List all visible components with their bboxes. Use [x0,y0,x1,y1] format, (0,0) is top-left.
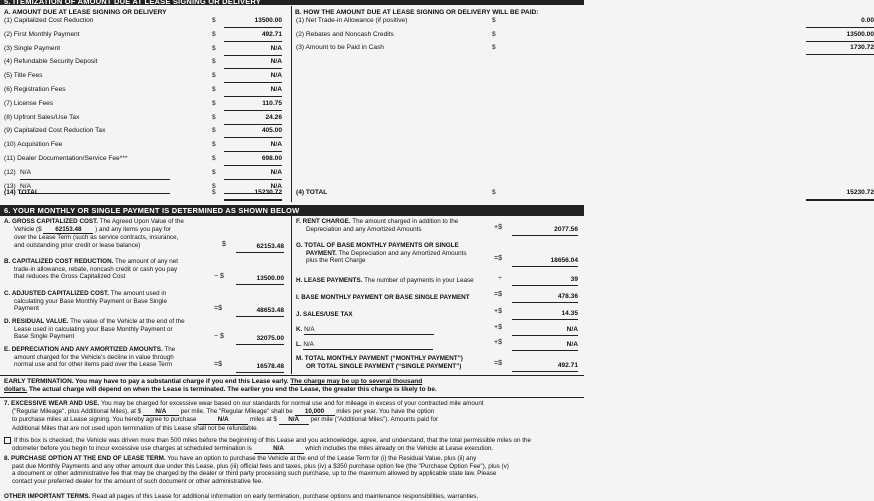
item-k-op: +$ [494,324,502,331]
item-f-op: +$ [494,224,502,231]
purchase-text4: contact your preferred dealer for the amount of such document or other administrative fee. [12,478,263,486]
amount-due-item-label: (6) Registration Fees [4,86,66,93]
amount-due-item-label: (11) Dealer Documentation/Service Fee*** [4,155,128,162]
item-b-text1: The amount of any net [115,258,179,265]
payment-source-item-value: 1730.72 [806,44,874,55]
item-g-total-base-payments [296,242,486,265]
amount-due-item-currency: $ [212,99,216,107]
item-b-value: 13500.00 [236,274,284,285]
item-b-text2: trade-in allowance, rebate, noncash credit or cash you pay [14,265,178,273]
item-h-title: H. LEASE PAYMENTS. [296,277,363,284]
payment-source-item-label: (1) Net Trade-in Allowance (if positive) [296,17,408,24]
section-b-total-currency: $ [492,189,496,196]
item-b-cap-cost-reduction [4,258,209,281]
section-5-header: 5. ITEMIZATION OF AMOUNT DUE AT LEASE SIGNING OR DELIVERY [0,0,584,5]
amount-due-item-value: 698.00 [224,155,282,166]
amount-due-item-label: (9) Capitalized Cost Reduction Tax [4,127,106,135]
early-termination-notice [4,378,582,393]
item-l-op: +$ [494,339,502,346]
section-a-total-row [4,189,282,200]
item-i-op: =$ [494,291,502,298]
payment-source-item-label: (2) Rebates and Noncash Credits [296,30,394,38]
item-l-title: L. [296,341,302,348]
item-c-text3: Payment [14,305,39,313]
checkbox-text1: If this box is checked, the Vehicle was driven more than 500 miles before the beginning of this Lease and you acknowledge, agree, and understand, that the total permissible miles on the [14,437,532,445]
item-a-text1: The Agreed Upon Value of the [99,218,184,225]
amount-due-item-value: 24.26 [224,114,282,125]
amount-due-item-row [4,72,282,83]
section-b-total-label: (4) TOTAL [296,189,328,196]
item-b-title: B. CAPITALIZED COST REDUCTION. [4,258,114,265]
early-bottom-rule [0,397,584,398]
amount-due-item-row [4,17,282,28]
payment-source-item-currency: $ [492,44,496,51]
item-i-value: 478.36 [512,292,578,303]
item-k-value: N/A [512,325,578,336]
item-g-value: 18656.04 [512,256,578,267]
item-d-op: − $ [214,333,224,340]
payment-source-item-value: 0.00 [806,17,874,28]
item-e-text3: normal use and for other items paid over the Lease Term [14,361,173,369]
item-f-rent-charge [296,218,481,233]
item-m-title2: OR TOTAL SINGLE PAYMENT (“SINGLE PAYMENT”) [306,362,462,370]
section-6-header: 6. YOUR MONTHLY OR SINGLE PAYMENT IS DETERMINED AS SHOWN BELOW [0,205,584,216]
amount-due-item-label: (10) Acquisition Fee [4,141,63,149]
amount-due-item-row [4,127,282,138]
item-l-value: N/A [512,340,578,351]
amount-due-item-label: (5) Title Fees [4,72,43,80]
section-a-total-value: 15230.72 [224,189,282,201]
payment-source-item-value: 13500.00 [806,31,874,42]
item-e-value: 16578.48 [236,362,284,373]
item-a-text2: ) and any items you pay for [95,225,172,233]
amount-due-item-currency: $ [212,44,216,52]
item-h-lease-payments [296,277,486,285]
item-l-sub: N/A [303,341,433,350]
amount-due-item-label: (13) [4,182,16,190]
item-g-text1: The Depreciation and any Amortized Amounts [338,249,467,257]
purchase-text1: You have an option to purchase the Vehicle at the end of the Lease Term for (i) the Residual Value, plus (ii) any [167,455,477,462]
item-i-title: I. BASE MONTHLY PAYMENT OR BASE SINGLE PAYMENT [296,294,470,301]
prior-miles-checkbox[interactable] [4,437,11,444]
item-k-sub: N/A [304,326,434,335]
item-c-adj-cap-cost [4,290,209,313]
amount-due-item-currency: $ [212,168,216,176]
item-k-title: K. [296,326,303,333]
item-d-title: D. RESIDUAL VALUE. [4,318,69,325]
item-f-text1: The amount charged in addition to the [352,218,459,225]
item-g-title2: PAYMENT. [306,249,337,257]
checkbox-text2a: odometer before you begin to incur excessive use charges at scheduled termination is [12,444,252,452]
wear-text3b: miles at $ [249,416,277,424]
early-top-rule [0,375,584,376]
item-a-title: A. GROSS CAPITALIZED COST. [4,218,98,225]
amount-due-item-value: N/A [224,183,282,194]
wear-text2a: ("Regular Mileage", plus Additional Miles), at $ [12,407,142,415]
item-m-value: 492.71 [512,361,578,372]
item-g-op: =$ [494,255,502,262]
checkbox-text2b: which includes the miles already on the Vehicle at Lease execution. [305,444,494,452]
item-c-value: 48653.48 [236,306,284,317]
wear-text3a: to purchase miles at Lease signing. You hereby agree to purchase [12,416,197,424]
amount-due-item-row [4,169,282,180]
item-e-depreciation [4,346,209,369]
wear-additional-rate: N/A [279,416,309,425]
item-j-sales-tax [296,311,486,319]
item-h-text: The number of payments in your Lease [364,277,474,284]
item-j-op: +$ [494,308,502,315]
item-a-vehicle-label: Vehicle ($ [14,225,42,233]
amount-due-item-sub-label: N/A [20,183,170,194]
amount-due-item-row [4,155,282,166]
item-e-title: E. DEPRECIATION AND ANY AMORTIZED AMOUNTS. [4,346,163,353]
item-a-op: $ [222,241,226,248]
item-e-text1: The [164,346,176,353]
item-c-text2: calculating your Base Monthly Payment or Base Single [14,297,167,305]
wear-rate: N/A [143,408,179,417]
item-d-value: 32075.00 [236,334,284,345]
wear-text4: Additional Miles that are not used upon termination of this Lease shall not be refundable. [12,425,259,433]
amount-due-item-currency: $ [212,113,216,121]
amount-due-item-value: 492.71 [224,31,282,42]
amount-due-item-value: 405.00 [224,127,282,138]
early-underline2: dollars. [4,385,28,393]
amount-due-item-row [4,141,282,152]
section-b-total-value: 15230.72 [806,189,874,201]
purchase-text3: a document or other administrative fee that may be charged by the dealer or third party processing such purchase, up to the maximum allowed by applicable state law. Please [12,470,497,478]
item-l [296,341,486,350]
other-terms-section [4,493,582,501]
item-a-text3: over the Lease Term (such as service contracts, insurance, [14,234,179,242]
amount-due-item-value: N/A [224,45,282,56]
other-terms-text: Read all pages of this Lease for additional information on early termination, purchase options and maintenance responsibilities, warranties, [92,493,479,500]
item-e-op: =$ [214,361,222,368]
amount-due-item-currency: $ [212,86,216,93]
prior-miles-checkbox-row [4,437,582,454]
amount-due-item-currency: $ [212,127,216,135]
item-j-value: 14.35 [512,309,578,320]
item-d-text1: The value of the Vehicle at the end of the [70,318,185,325]
item-c-op: =$ [214,305,222,312]
purchase-text2: past due Monthly Payments and any other amount due under this Lease, plus (iii) official fees and taxes, plus (iv) a $350 purchase option fee (the "Purchase Option Fee"), plus (v) [12,462,509,470]
payment-source-item-row [296,17,874,28]
item-a-gross-cap-cost [4,218,209,249]
payment-source-item-label: (3) Amount to be Paid in Cash [296,44,384,51]
wear-text3c: per mile ("Additional Miles"). Amounts paid for [310,416,439,424]
amount-due-item-value: N/A [224,169,282,180]
amount-due-item-currency: $ [212,182,216,190]
amount-due-item-row [4,114,282,125]
section-6-divider [291,216,292,374]
amount-due-item-label: (12) [4,168,16,176]
amount-due-item-value: 13500.00 [224,17,282,28]
other-terms-title: OTHER IMPORTANT TERMS. [4,493,91,500]
item-j-title: J. SALES/USE TAX [296,311,353,318]
amount-due-item-value: N/A [224,141,282,152]
item-d-text3: Base Single Payment [14,333,75,341]
item-b-text3: that reduces the Gross Capitalized Cost [14,273,126,281]
item-m-title1: M. TOTAL MONTHLY PAYMENT (“MONTHLY PAYMENT”) [296,355,463,362]
amount-due-item-label: (3) Single Payment [4,44,61,52]
item-d-text2: Lease used in calculating your Base Monthly Payment or [14,325,173,333]
wear-text2c: miles per year. You have the option [336,407,435,415]
item-b-op: − $ [214,273,224,280]
excessive-wear-section [4,400,582,433]
item-f-value: 2077.56 [512,225,578,236]
item-c-text1: The amount used in [110,290,167,297]
amount-due-item-currency: $ [212,58,216,66]
amount-due-item-row [4,100,282,111]
early-bold2: The actual charge will depend on when the Lease is terminated. The earlier you end the Lease, the greater this charge is likely to be. [28,385,437,393]
payment-source-item-currency: $ [492,30,496,38]
item-m-op: =$ [494,360,502,367]
wear-regular-miles: 10,000 [295,408,335,417]
early-underline1: The charge may be up to several thousand [290,378,423,385]
checkbox-miles-value: N/A [254,445,304,454]
item-g-text2: plus the Rent Charge [306,257,366,265]
amount-due-item-label: (2) First Monthly Payment [4,30,80,38]
section-b-total-row [296,189,874,200]
amount-due-item-value: N/A [224,58,282,69]
amount-due-item-currency: $ [212,17,216,24]
item-e-text2: amount charged for the Vehicle's decline in value through [14,353,174,361]
payment-source-item-row [296,44,874,55]
item-f-text2: Depreciation and any Amortized Amounts [306,225,422,233]
item-h-op: ÷ [498,275,502,282]
purchase-title: PURCHASE OPTION AT THE END OF LEASE TERM. [11,455,166,462]
item-m-total-monthly [296,355,496,370]
amount-due-item-label: (1) Capitalized Cost Reduction [4,17,94,24]
section-b-heading: B. HOW THE AMOUNT DUE AT LEASE SIGNING OR DELIVERY WILL BE PAID: [295,9,539,16]
amount-due-item-label: (8) Upfront Sales/Use Tax [4,113,80,121]
amount-due-item-label: (4) Refundable Security Deposit [4,58,98,66]
wear-num: 7. [4,400,10,407]
item-h-value: 39 [512,275,578,286]
purchase-option-section [4,455,582,486]
item-c-title: C. ADJUSTED CAPITALIZED COST. [4,290,109,297]
item-i-base-monthly [296,294,491,302]
amount-due-item-row [4,45,282,56]
amount-due-item-currency: $ [212,30,216,38]
wear-text1: You may be charged for excessive wear based on our standards for normal use and for mileage in excess of your contracted mile amount [100,400,484,407]
section-a-heading: A. AMOUNT DUE AT LEASE SIGNING OR DELIVERY [4,9,167,16]
item-f-title: F. RENT CHARGE. [296,218,351,225]
item-a-text4: and outstanding prior credit or lease balance) [14,241,141,249]
amount-due-item-currency: $ [212,72,216,80]
amount-due-item-row [4,31,282,42]
early-bold1: EARLY TERMINATION. You may have to pay a substantial charge if you end this Lease early. [4,378,289,385]
amount-due-item-sub-label: N/A [20,169,170,180]
amount-due-item-value: 110.75 [224,100,282,111]
section-a-total-label: (14) TOTAL [4,189,39,196]
wear-additional-miles: N/A [198,416,248,425]
item-g-title1: G. TOTAL OF BASE MONTHLY PAYMENTS OR SINGLE [296,242,459,249]
amount-due-item-row [4,58,282,69]
item-d-residual-value [4,318,209,341]
payment-source-item-row [296,31,874,42]
amount-due-item-currency: $ [212,141,216,149]
item-a-vehicle-value: 62153.48 [43,226,93,235]
item-k [296,326,486,335]
amount-due-item-row [4,86,282,97]
payment-source-item-currency: $ [492,17,496,24]
amount-due-item-value: N/A [224,86,282,97]
section-divider [291,6,292,202]
amount-due-item-label: (7) License Fees [4,99,54,107]
amount-due-item-value: N/A [224,72,282,83]
wear-title: EXCESSIVE WEAR AND USE. [11,400,100,407]
amount-due-item-currency: $ [212,155,216,162]
section-a-total-currency: $ [212,189,216,196]
item-a-value: 62153.48 [236,242,284,253]
purchase-num: 8. [4,455,10,462]
wear-text2b: per mile. The "Regular Mileage" shall be [180,407,293,415]
